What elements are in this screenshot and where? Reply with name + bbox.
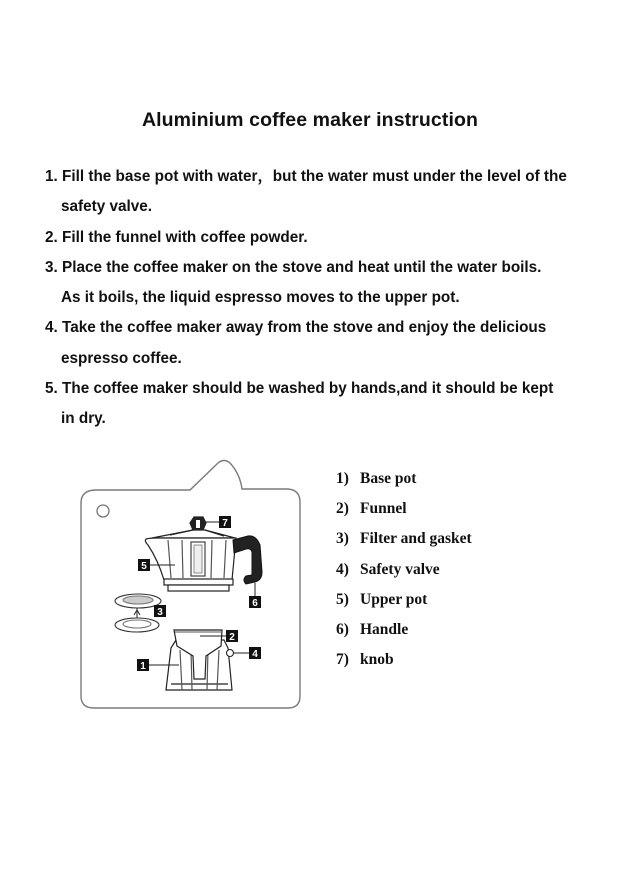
legend-label: Safety valve [360, 560, 440, 578]
callout-3 [154, 605, 166, 618]
parts-legend [336, 468, 472, 679]
step-1-line-2: safety valve. [61, 198, 152, 216]
legend-num: 5) [336, 590, 349, 608]
coffee-maker-diagram [78, 455, 310, 713]
step-2-line-1: 2. Fill the funnel with coffee powder. [45, 228, 308, 246]
step-3-line-1: 3. Place the coffee maker on the stove and heat until the water boils. [45, 258, 542, 276]
legend-num: 7) [336, 651, 349, 669]
step-4-line-1: 4. Take the coffee maker away from the stove and enjoy the delicious [45, 319, 547, 337]
legend-label: Base pot [360, 470, 417, 487]
svg-text:6: 6 [252, 598, 258, 609]
svg-text:1: 1 [140, 661, 146, 672]
legend-num: 4) [336, 560, 349, 578]
step-5-line-2: in dry. [61, 410, 106, 428]
legend-label: Upper pot [360, 590, 428, 608]
legend-num: 3) [336, 530, 349, 548]
instruction-steps [45, 165, 605, 438]
svg-text:5: 5 [141, 561, 147, 572]
legend-label: Filter and gasket [360, 530, 472, 548]
legend-item-knob [336, 649, 472, 679]
legend-label: knob [360, 651, 394, 669]
svg-text:3: 3 [157, 607, 163, 618]
legend-item-upper-pot [336, 589, 472, 619]
document-title: Aluminium coffee maker instruction [141, 109, 479, 131]
legend-num: 2) [336, 500, 349, 518]
legend-label: Funnel [360, 500, 407, 518]
step-3-line-2: As it boils, the liquid espresso moves to the upper pot. [61, 289, 460, 307]
svg-text:4: 4 [252, 649, 258, 660]
legend-item-safety-valve [336, 559, 472, 589]
legend-item-funnel [336, 498, 472, 528]
legend-item-filter-gasket [336, 528, 472, 558]
svg-text:7: 7 [222, 518, 228, 529]
legend-item-handle [336, 619, 472, 649]
legend-item-base-pot [336, 468, 472, 498]
step-4-line-2: espresso coffee. [61, 349, 182, 367]
safety-valve-icon [227, 650, 234, 657]
legend-num: 1) [336, 470, 349, 487]
hang-hole-icon [97, 505, 109, 517]
svg-text:2: 2 [229, 632, 235, 643]
legend-num: 6) [336, 620, 349, 638]
step-5-line-1: 5. The coffee maker should be washed by hands,and it should be kept [45, 380, 554, 398]
step-1-line-1: 1. Fill the base pot with water，but the water must under the level of the [45, 168, 567, 185]
legend-label: Handle [360, 620, 409, 638]
